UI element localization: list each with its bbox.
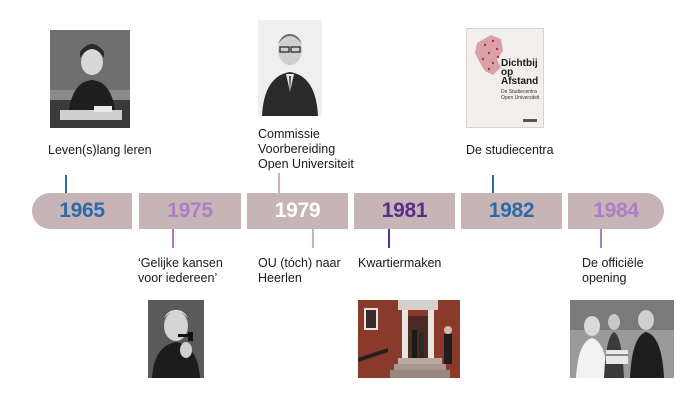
event-label-line: De studiecentra (466, 143, 554, 157)
photo-woman-at-desk (50, 30, 130, 128)
year-1981 (354, 193, 455, 229)
year-1984 (568, 193, 664, 229)
year-label: 1975 (167, 199, 213, 222)
event-label-line: OU (tóch) naar (258, 256, 341, 270)
year-1975 (139, 193, 241, 229)
book-cover-title (501, 59, 538, 86)
event-label-1965 (48, 143, 152, 158)
year-label: 1981 (381, 199, 428, 222)
photo-brick-building-entrance (358, 300, 460, 378)
year-label: 1982 (488, 199, 535, 222)
tick-1981 (388, 229, 390, 248)
tick-1965 (65, 175, 67, 193)
tick-1979-above (278, 173, 280, 193)
year-label: 1984 (593, 199, 639, 222)
book-title-line: Afstand (501, 76, 539, 87)
event-label-1981 (358, 256, 441, 271)
tick-1984 (600, 229, 602, 248)
photo-man-with-pipe (148, 300, 204, 378)
book-cover-subtitle (501, 89, 539, 101)
event-label-line: opening (582, 271, 627, 285)
event-label-line: Voorbereiding (258, 142, 336, 156)
tick-1979-below (312, 229, 314, 248)
year-label: 1979 (274, 199, 321, 222)
event-label-line: ‘Gelijke kansen (138, 256, 223, 270)
event-label-1975 (138, 256, 223, 286)
tick-1982 (492, 175, 494, 193)
year-label: 1965 (59, 199, 105, 222)
year-1979 (247, 193, 348, 229)
year-1982 (461, 193, 562, 229)
event-label-line: Commissie (258, 127, 320, 141)
photo-official-opening (570, 300, 674, 378)
book-title-line: op (501, 67, 514, 78)
book-title-line: Dichtbij (501, 58, 538, 69)
year-1965 (32, 193, 132, 229)
book-cover-dichtbij-op-afstand (466, 28, 544, 128)
event-label-line: De officiële (582, 256, 644, 270)
tick-1975 (172, 229, 174, 248)
event-label-1984 (582, 256, 644, 286)
event-label-1982 (466, 143, 554, 158)
event-label-1979-below (258, 256, 341, 286)
event-label-line: Heerlen (258, 271, 302, 285)
book-subtitle-line: De Studiecentra (501, 89, 537, 95)
event-label-line: Kwartiermaken (358, 256, 442, 270)
event-label-line: Leven(s)lang leren (48, 143, 152, 157)
event-label-line: Open Universiteit (258, 157, 354, 171)
event-label-line: voor iedereen’ (138, 271, 218, 285)
photo-man-with-glasses (258, 20, 322, 116)
book-subtitle-line: Open Universiteit (501, 95, 540, 101)
event-label-1979-above (258, 127, 354, 172)
